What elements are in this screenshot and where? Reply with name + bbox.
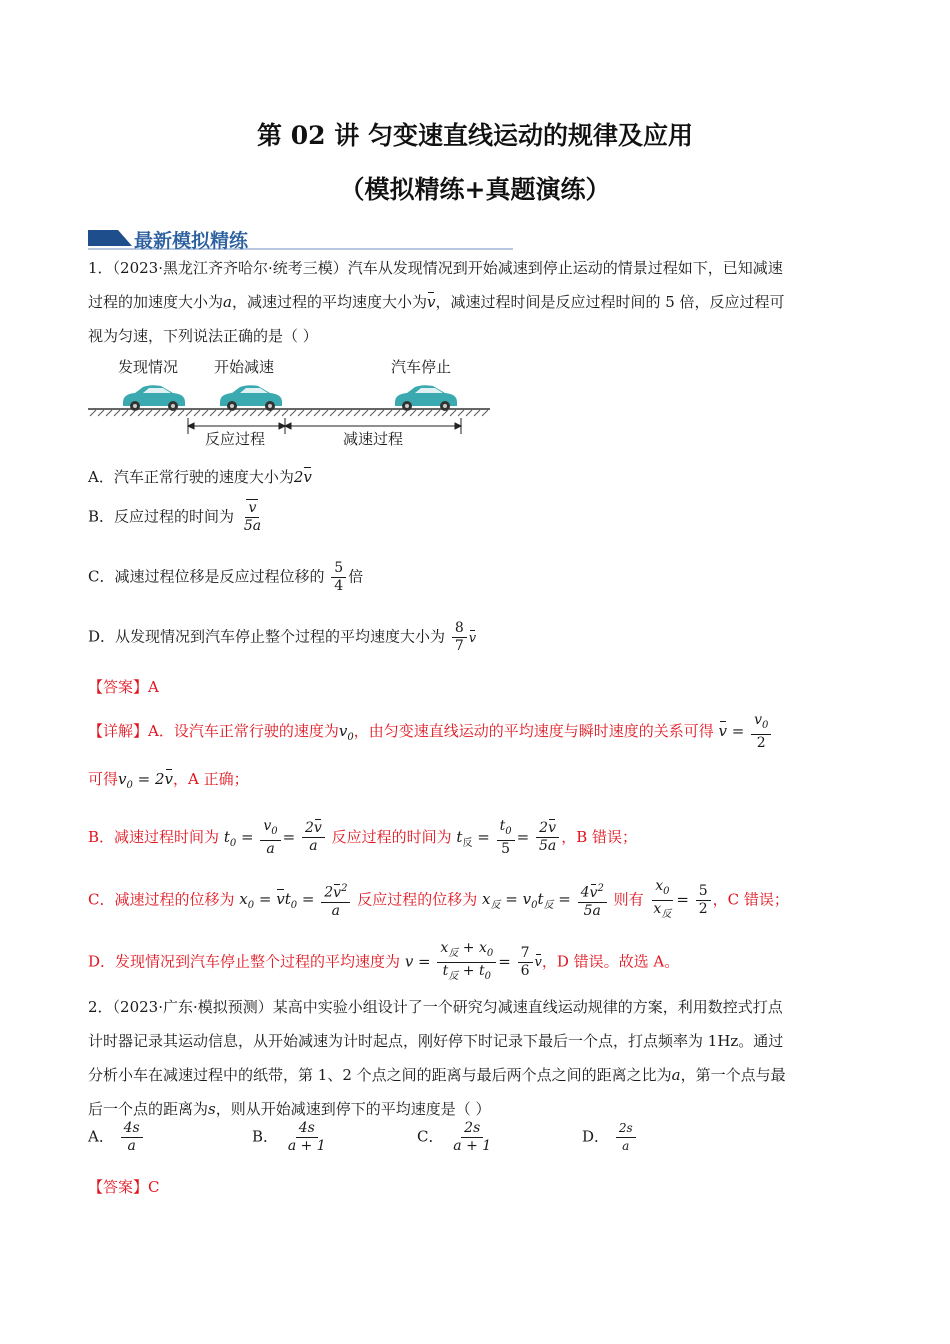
q1-stem-line3: 视为匀速，下列说法正确的是（ ） (88, 327, 318, 345)
q1-stem-line1: 1．（2023·黑龙江齐齐哈尔·统考三模）汽车从发现情况到开始减速到停止运动的情景过程如下，已知减速 (88, 259, 783, 277)
q2-option-b: B． $\frac{4s}{a + 1}$ (252, 1120, 326, 1154)
q1-figure (88, 352, 493, 452)
car-icon (123, 385, 185, 411)
q1-detail-a: 【详解】A．设汽车正常行驶的速度为$v_0$，由匀变速直线运动的平均速度与瞬时速度的关系可得 v = $\frac{v_0}{2}$ (88, 712, 773, 752)
label-brake: 开始减速 (214, 358, 275, 376)
page-subtitle: （模拟精练+真题演练） (339, 175, 611, 204)
car-icon (395, 385, 457, 411)
label-stop: 汽车停止 (391, 358, 452, 376)
q1-option-c: C．减速过程位移是反应过程位移的 $\frac{5}{4}$ 倍 (88, 560, 364, 594)
q1-detail-a2: 可得$v_0 = 2v$，A 正确； (88, 770, 249, 791)
q1-detail-d: D．发现情况到汽车停止整个过程的平均速度为 v = $\frac{x_反 + x_0}{t_反 + t_0}$ = $\frac{7}{6}$ v，D 错误。故选 A。 (88, 940, 680, 982)
q1-detail-b: B．减速过程时间为 $t_0$ = $\frac{v_0}{a}$ = $\frac{2v}{a}$ 反应过程的时间为 $t_反$ = $\frac{t_0}{5}$ = $\frac{2v}{5a}$ ，B 错误； (88, 818, 638, 857)
page-title: 第 02 讲 匀变速直线运动的规律及应用 (257, 121, 693, 150)
q2-option-c: C． $\frac{2s}{a + 1}$ (417, 1120, 492, 1154)
label-found: 发现情况 (118, 358, 179, 376)
q1-diagram (88, 352, 493, 452)
q2-option-d: D． $\frac{2s}{a}$ (582, 1120, 638, 1155)
q1-detail-c: C．减速过程的位移为 $x_0 = vt_0$ = $\frac{2v^2}{a}$ 反应过程的位移为 $x_反 = v_0t_反$ = $\frac{4v^2}{5a}$ 则有 $\frac{x_0}{x_反}$ = $\frac{5}{2}$ ，C 错误； (88, 878, 789, 920)
q2-option-a: A． $\frac{4s}{a}$ (88, 1120, 145, 1155)
car-icon (220, 385, 282, 411)
q2-answer: 【答案】C (88, 1178, 160, 1196)
label-decel: 减速过程 (343, 430, 404, 448)
ground-hatch (90, 410, 488, 416)
q1-option-a: A．汽车正常行驶的速度大小为2v (88, 468, 312, 486)
label-reaction: 反应过程 (205, 430, 266, 448)
q1-option-b: B．反应过程的时间为 $\frac{v}{5a}$ (88, 500, 262, 534)
q2-line2: 计时器记录其运动信息，从开始减速为计时起点，刚好停下时记录下最后一个点，打点频率为 1Hz。通过 (88, 1032, 784, 1050)
section-header (88, 226, 513, 252)
q2-line1: 2．（2023·广东·模拟预测）某高中实验小组设计了一个研究匀减速直线运动规律的方案，利用数控式打点 (88, 998, 783, 1016)
q1-answer: 【答案】A (88, 678, 159, 696)
section-label: 最新模拟精练 (134, 230, 249, 252)
q2-line3: 分析小车在减速过程中的纸带，第 1、2 个点之间的距离与最后两个点之间的距离之比为a，第一个点与最 (88, 1066, 786, 1084)
q1-stem-line2: 过程的加速度大小为a，减速过程的平均速度大小为v，减速过程时间是反应过程时间的 5 倍，反应过程可 (88, 293, 785, 311)
q2-line4: 后一个点的距离为s，则从开始减速到停下的平均速度是（ ） (88, 1100, 491, 1118)
q1-option-d: D．从发现情况到汽车停止整个过程的平均速度大小为 $\frac{8}{7}$ v (88, 620, 477, 654)
